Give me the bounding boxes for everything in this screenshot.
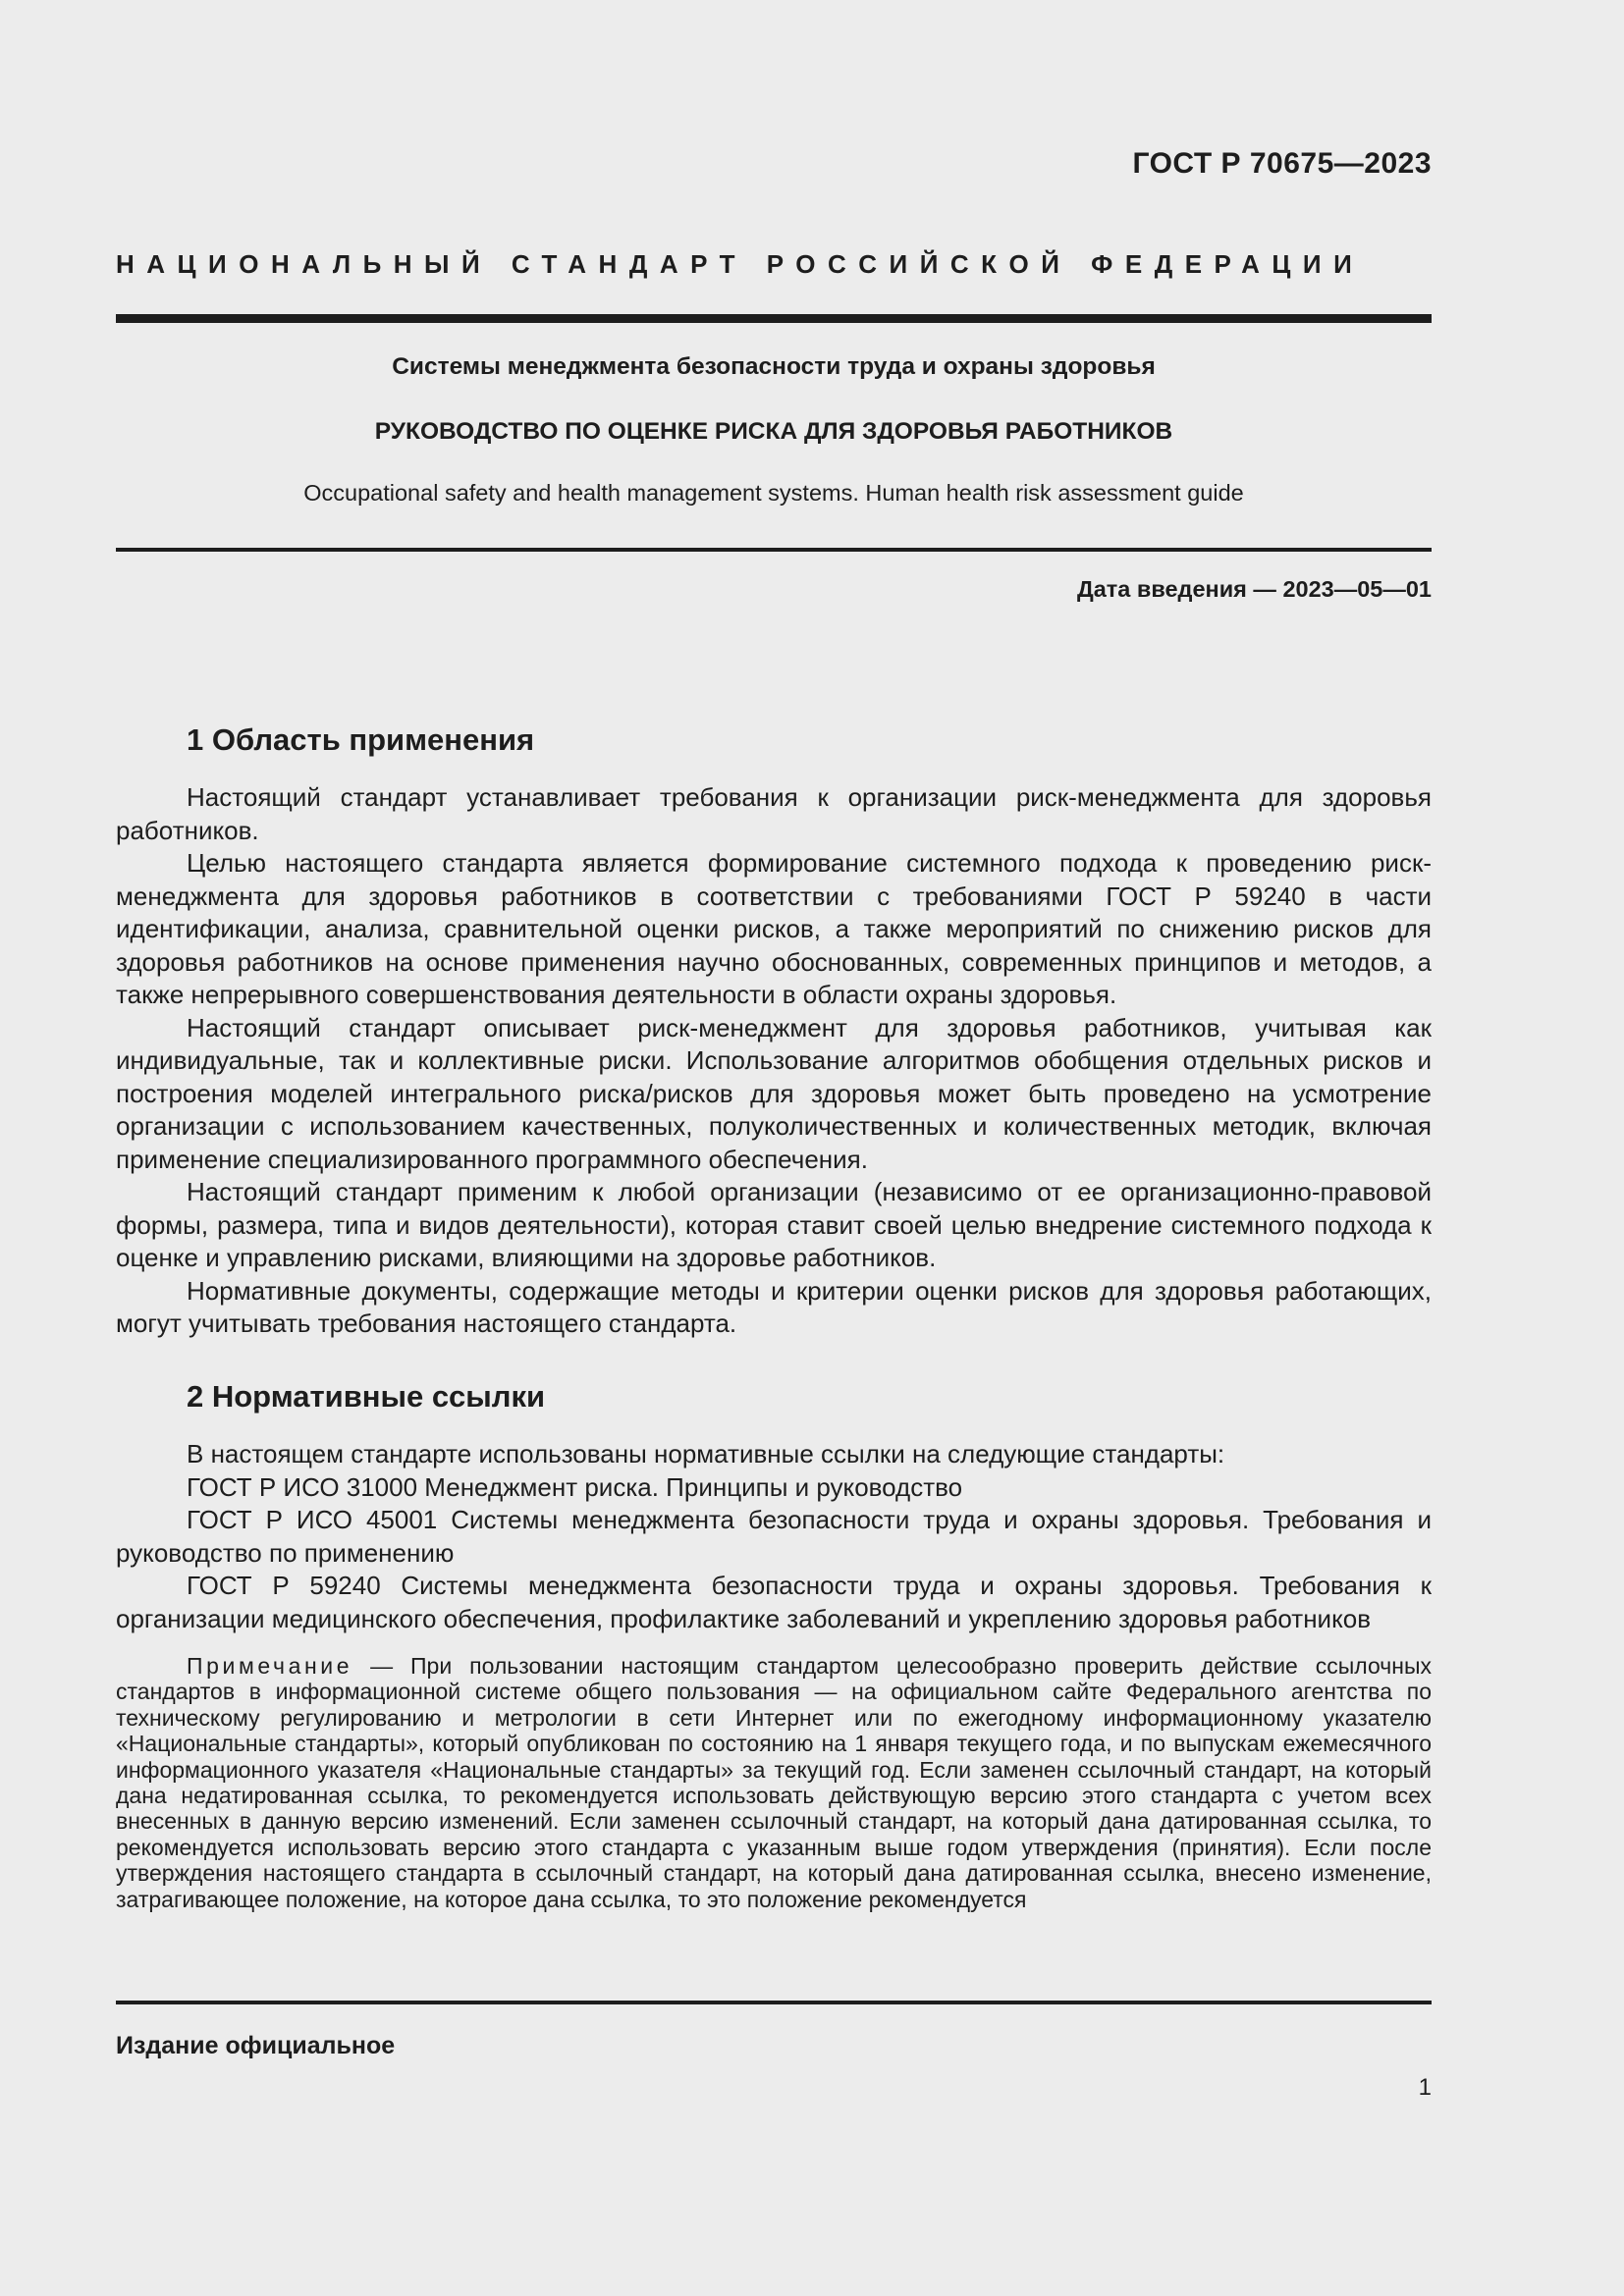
section-1-paragraph: Целью настоящего стандарта является формирование системного подхода к проведению риск-менеджмента для здоровья работников в соответствии с требованиями ГОСТ Р 59240 в части идентификации, анализа, сравнительной оценки рисков, а также мероприятий по снижению рисков для здоровья работников на основе применения научно обоснованных, современных принципов и методов, а также непрерывного совершенствования деятельности в области охраны здоровья. xyxy=(116,848,1432,1009)
title-divider xyxy=(116,548,1432,552)
reference-item: ГОСТ Р ИСО 31000 Менеджмент риска. Принципы и руководство xyxy=(187,1471,963,1502)
section-2-paragraph: В настоящем стандарте использованы нормативные ссылки на следующие стандарты: xyxy=(187,1439,1225,1468)
section-1-paragraph: Настоящий стандарт описывает риск-менеджмент для здоровья работников, учитывая как индивидуальные, так и коллективные риски. Использование алгоритмов обобщения отдельных рисков и построения моделей интегрального риска/рисков для здоровья может быть проведено на усмотрение организации с использованием качественных, полуколичественных и количественных методик, включая применение специализированного программного обеспечения. xyxy=(116,1012,1432,1174)
note-block xyxy=(116,1653,1432,1912)
english-title: Occupational safety and health management systems. Human health risk assessment guide xyxy=(303,480,1244,506)
document-subtitle: Системы менеджмента безопасности труда и охраны здоровья xyxy=(392,353,1156,380)
note-paragraph xyxy=(116,1653,1432,1912)
page-number: 1 xyxy=(1418,2074,1432,2101)
document-number: ГОСТ Р 70675—2023 xyxy=(1132,147,1432,180)
section-1-paragraph: Нормативные документы, содержащие методы и критерии оценки рисков для здоровья работающих, могут учитывать требования настоящего стандарта. xyxy=(116,1275,1432,1338)
section-1-heading: 1 Область применения xyxy=(187,722,535,757)
section-1-body xyxy=(116,781,1432,1341)
national-standard-banner: НАЦИОНАЛЬНЫЙ СТАНДАРТ РОССИЙСКОЙ ФЕДЕРАЦИИ xyxy=(116,249,1365,279)
footer-divider xyxy=(116,2001,1432,2004)
section-1-paragraph: Настоящий стандарт применим к любой организации (независимо от ее организационно-правовой формы, размера, типа и видов деятельности), которая ставит своей целью внедрение системного подхода к оценке и управлению рисками, влияющими на здоровье работников. xyxy=(116,1177,1432,1272)
official-edition-label: Издание официальное xyxy=(116,2032,396,2059)
reference-item: ГОСТ Р ИСО 45001 Системы менеджмента безопасности труда и охраны здоровья. Требования и руководство по применению xyxy=(116,1505,1432,1568)
section-2-heading: 2 Нормативные ссылки xyxy=(187,1379,546,1414)
note-label: Примечание xyxy=(187,1653,353,1679)
note-text: — При пользовании настоящим стандартом целесообразно проверить действие ссылочных стандартов в информационной системе общего пользования — на официальном сайте Федерального агентства по техническому регулированию и метрологии в сети Интернет или по ежегодному информационному указателю «Национальные стандарты», который опубликован по состоянию на 1 января текущего года, и по выпускам ежемесячного информационного указателя «Национальные стандарты» за текущий год. Если заменен ссылочный стандарт, на который дана недатированная ссылка, то рекомендуется использовать действующую версию этого стандарта с учетом всех внесенных в данную версию изменений. Если заменен ссылочный стандарт, на который дана датированная ссылка, то рекомендуется использовать версию этого стандарта с указанным выше годом утверждения (принятия). Если после утверждения настоящего стандарта в ссылочный стандарт, на который дана датированная ссылка, внесено изменение, затрагивающее положение, на которое дана ссылка, то это положение рекомендуется xyxy=(116,1653,1432,1912)
section-1-paragraph: Настоящий стандарт устанавливает требования к организации риск-менеджмента для здоровья работников. xyxy=(116,782,1432,845)
header-divider xyxy=(116,314,1432,323)
reference-item: ГОСТ Р 59240 Системы менеджмента безопасности труда и охраны здоровья. Требования к организации медицинского обеспечения, профилактике заболеваний и укреплению здоровья работников xyxy=(116,1571,1432,1633)
introduction-date: Дата введения — 2023—05—01 xyxy=(1076,576,1432,602)
section-2-body xyxy=(116,1438,1432,1635)
document-page xyxy=(116,0,1432,2296)
document-title: РУКОВОДСТВО ПО ОЦЕНКЕ РИСКА ДЛЯ ЗДОРОВЬЯ РАБОТНИКОВ xyxy=(374,418,1173,445)
